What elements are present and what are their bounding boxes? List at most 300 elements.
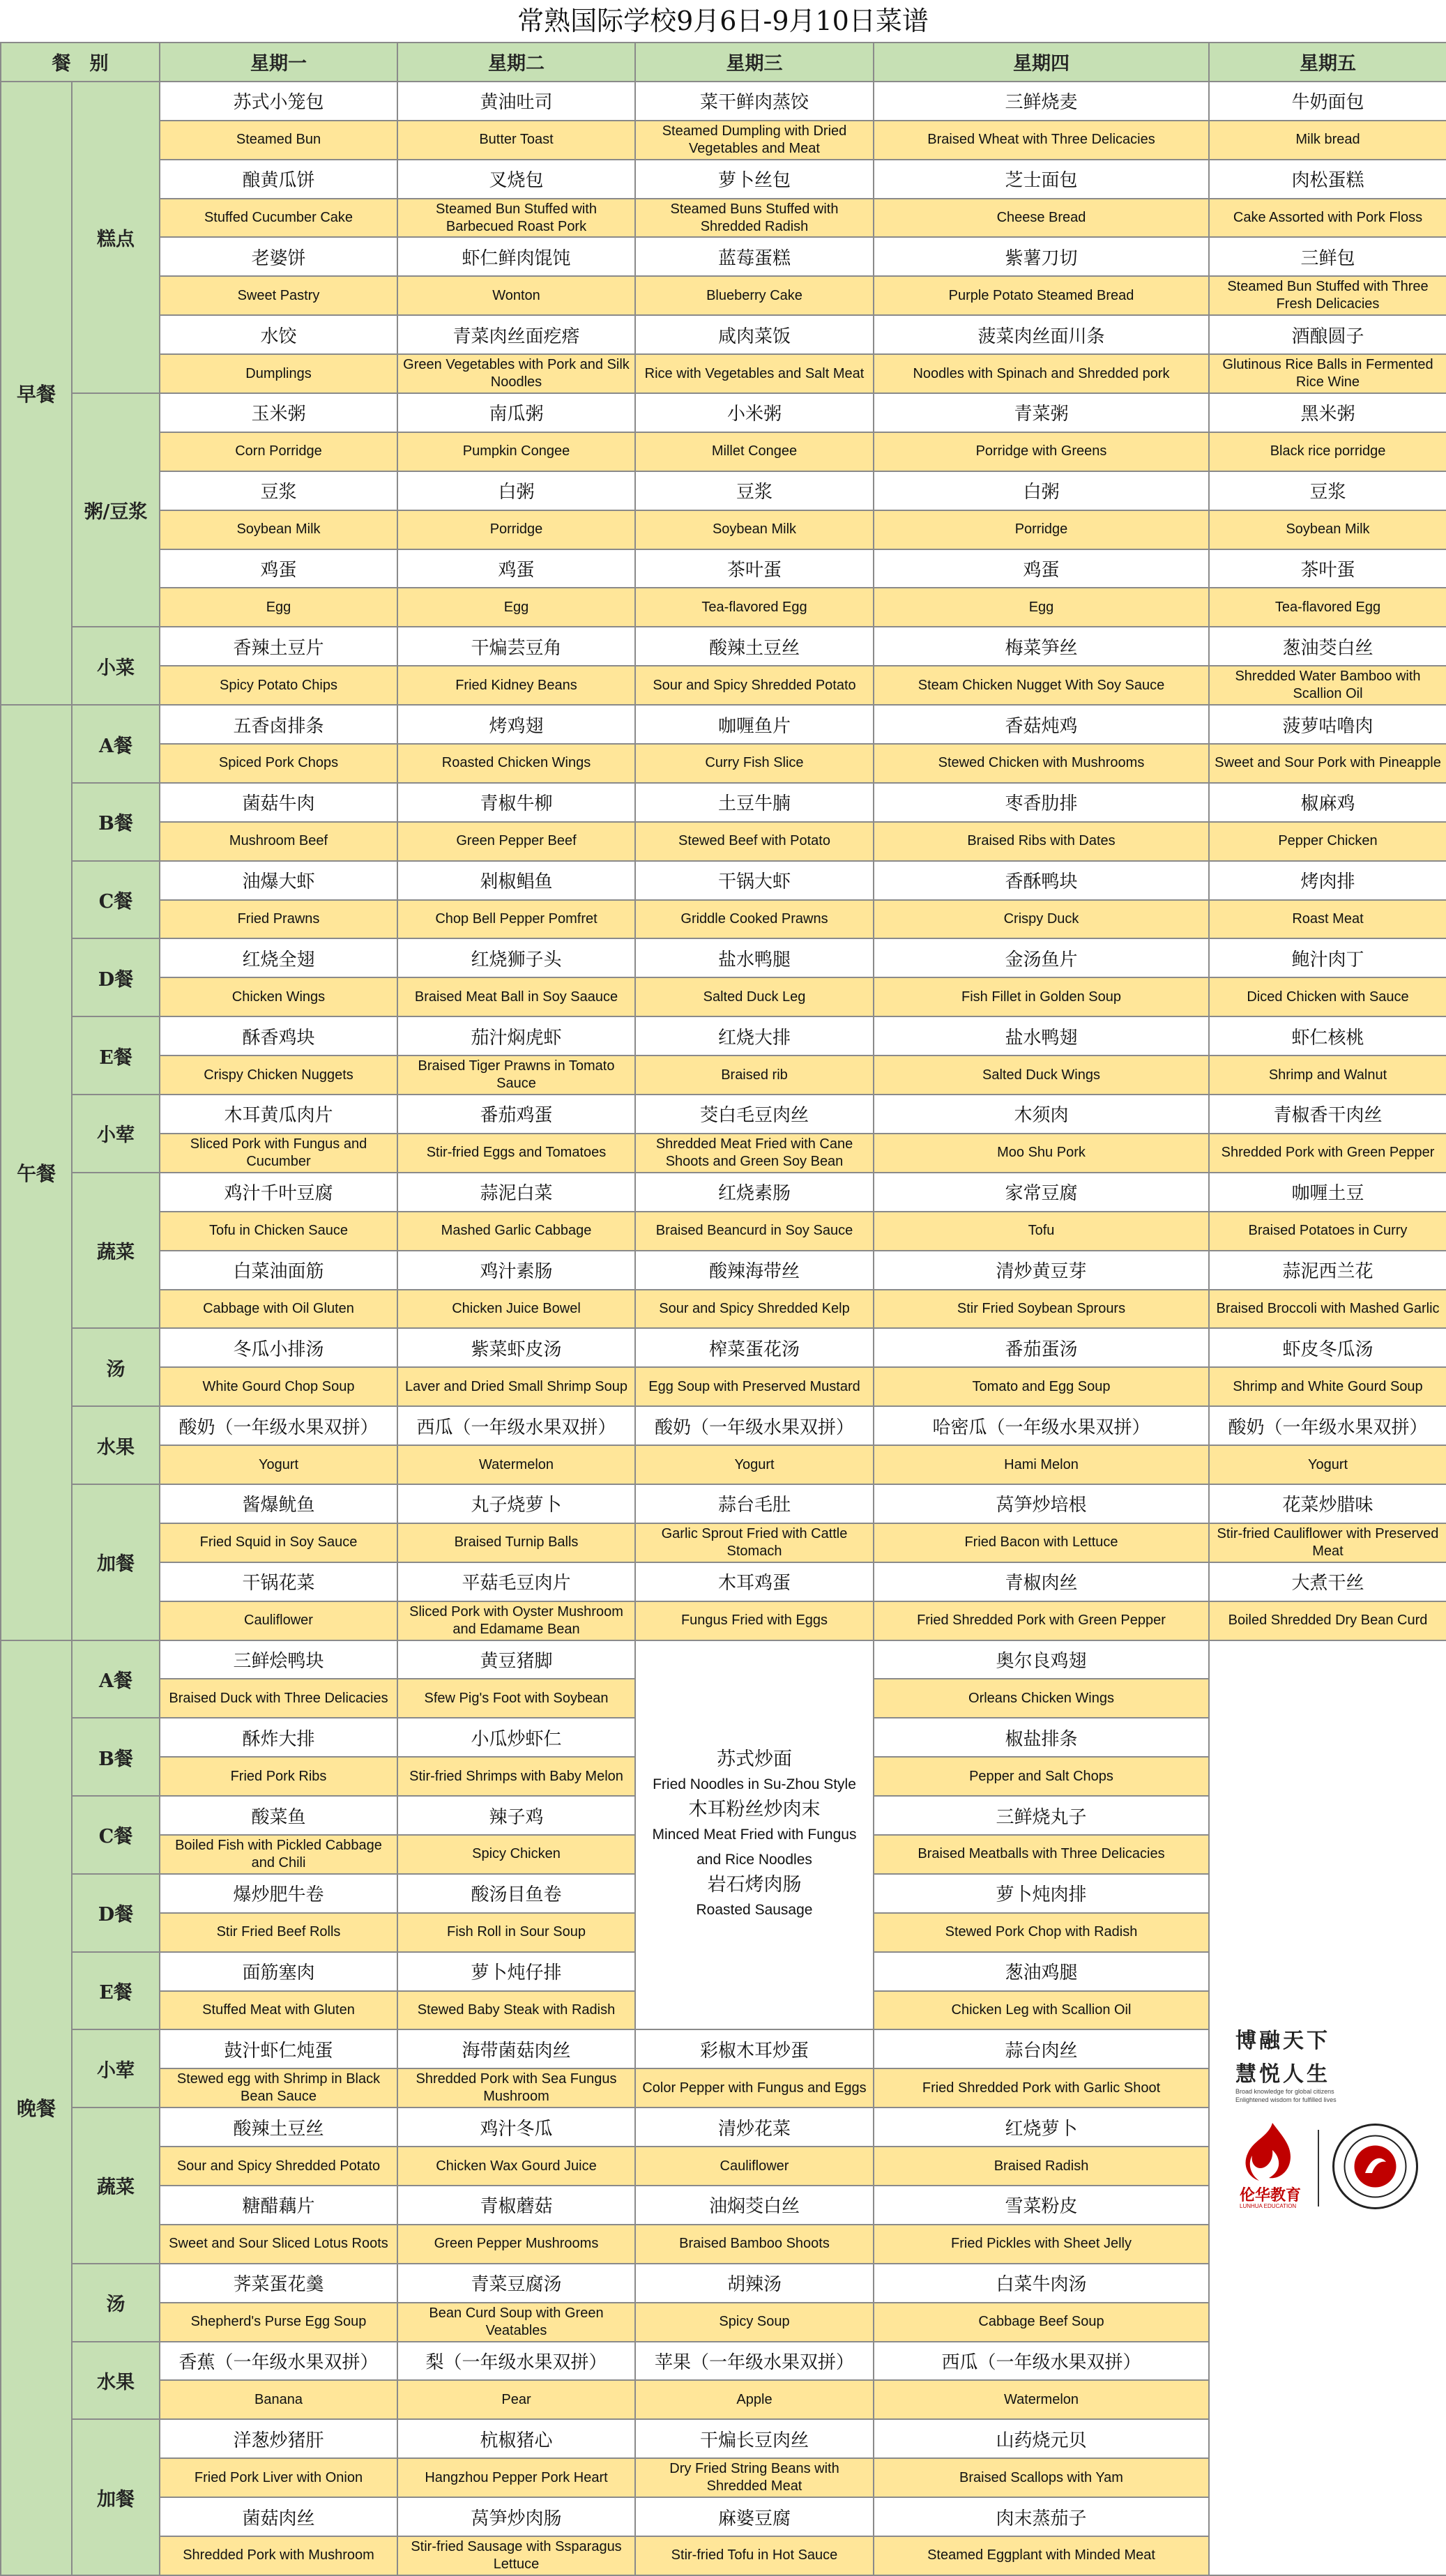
dish-name-en-tuesday: Pumpkin Congee xyxy=(397,432,635,471)
dish-name-cn-tuesday: 烤鸡翅 xyxy=(397,705,635,744)
dish-name-en-friday: Glutinous Rice Balls in Fermented Rice Wine xyxy=(1209,354,1446,393)
dish-name-cn-thursday: 木须肉 xyxy=(874,1095,1209,1134)
dish-name-en-friday: Yogurt xyxy=(1209,1445,1446,1484)
dish-name-cn-wednesday: 土豆牛腩 xyxy=(635,783,874,822)
dish-name-en-tuesday: Sliced Pork with Oyster Mushroom and Edamame Bean xyxy=(397,1601,635,1640)
category-label: C餐 xyxy=(72,1796,160,1874)
dish-name-en-monday: Sweet Pastry xyxy=(160,276,397,315)
menu-row xyxy=(1,666,1446,705)
meal-label-dinner: 晚餐 xyxy=(1,1640,72,2575)
dish-name-cn-tuesday: 黄豆猪脚 xyxy=(397,1640,635,1679)
dish-name-cn-tuesday: 南瓜粥 xyxy=(397,393,635,432)
dish-name-en-tuesday: Steamed Bun Stuffed with Barbecued Roast Pork xyxy=(397,199,635,238)
dish-name-cn-thursday: 芝士面包 xyxy=(874,160,1209,199)
dish-name-cn-monday: 白菜油面筋 xyxy=(160,1251,397,1290)
dish-name-cn-thursday: 青菜粥 xyxy=(874,393,1209,432)
dish-name-en-wednesday: Garlic Sprout Fried with Cattle Stomach xyxy=(635,1523,874,1562)
dish-name-cn-tuesday: 酸汤目鱼卷 xyxy=(397,1874,635,1913)
dish-name-en-wednesday: Braised Bamboo Shoots xyxy=(635,2225,874,2264)
dish-name-cn-thursday: 红烧萝卜 xyxy=(874,2108,1209,2147)
school-seal-icon xyxy=(1332,2123,1419,2210)
dish-name-cn-friday: 椒麻鸡 xyxy=(1209,783,1446,822)
dish-name-en-monday: Sweet and Sour Sliced Lotus Roots xyxy=(160,2225,397,2264)
dish-name-en-monday: Stir Fried Beef Rolls xyxy=(160,1913,397,1952)
dish-name-cn-monday: 酸奶（一年级水果双拼） xyxy=(160,1406,397,1445)
dish-name-cn-monday: 洋葱炒猪肝 xyxy=(160,2419,397,2458)
dish-name-en-monday: Cauliflower xyxy=(160,1601,397,1640)
dish-name-cn-tuesday: 干煸芸豆角 xyxy=(397,627,635,666)
dish-name-en-thursday: Noodles with Spinach and Shredded pork xyxy=(874,354,1209,393)
dish-name-en-thursday: Stir Fried Soybean Sprours xyxy=(874,1290,1209,1329)
category-label: 水果 xyxy=(72,2342,160,2420)
dish-name-en-tuesday: Watermelon xyxy=(397,1445,635,1484)
dish-name-en-thursday: Pepper and Salt Chops xyxy=(874,1757,1209,1796)
dish-name-cn-wednesday: 麻婆豆腐 xyxy=(635,2497,874,2536)
dish-name-en-tuesday: Shredded Pork with Sea Fungus Mushroom xyxy=(397,2068,635,2108)
dish-name-cn-tuesday: 小瓜炒虾仁 xyxy=(397,1718,635,1757)
dish-name-cn-thursday: 紫薯刀切 xyxy=(874,237,1209,276)
dish-name-en-thursday: Porridge with Greens xyxy=(874,432,1209,471)
menu-row xyxy=(1,315,1446,354)
dish-name-cn-wednesday: 干锅大虾 xyxy=(635,861,874,900)
dish-name-cn-monday: 香辣土豆片 xyxy=(160,627,397,666)
dish-name-en-friday: Shredded Pork with Green Pepper xyxy=(1209,1134,1446,1173)
dish-name-cn-wednesday: 咖喱鱼片 xyxy=(635,705,874,744)
dish-name-en-tuesday: Stir-fried Shrimps with Baby Melon xyxy=(397,1757,635,1796)
menu-row xyxy=(1,1173,1446,1212)
dish-name-cn-monday: 木耳黄瓜肉片 xyxy=(160,1095,397,1134)
category-label: A餐 xyxy=(72,1640,160,1718)
dish-name-en-monday: Mushroom Beef xyxy=(160,822,397,861)
dish-name-cn-wednesday: 蒜台毛肚 xyxy=(635,1484,874,1523)
dish-name-en-friday: Black rice porridge xyxy=(1209,432,1446,471)
dish-name-cn-thursday: 椒盐排条 xyxy=(874,1718,1209,1757)
dish-name-en-thursday: Stewed Pork Chop with Radish xyxy=(874,1913,1209,1952)
dish-name-en-wednesday: Yogurt xyxy=(635,1445,874,1484)
dish-name-en-wednesday: Apple xyxy=(635,2380,874,2419)
menu-row xyxy=(1,432,1446,471)
dish-name-en-tuesday: Stir-fried Eggs and Tomatoes xyxy=(397,1134,635,1173)
dish-name-en-thursday: Braised Meatballs with Three Delicacies xyxy=(874,1835,1209,1874)
dish-name-en-wednesday: Steamed Buns Stuffed with Shredded Radish xyxy=(635,199,874,238)
dish-name-cn-thursday: 清炒黄豆芽 xyxy=(874,1251,1209,1290)
dish-name-cn-friday: 酸奶（一年级水果双拼） xyxy=(1209,1406,1446,1445)
dish-name-en-monday: Shredded Pork with Mushroom xyxy=(160,2536,397,2575)
dish-name-en-tuesday: Spicy Chicken xyxy=(397,1835,635,1874)
dish-name-cn-thursday: 家常豆腐 xyxy=(874,1173,1209,1212)
dish-name-en-tuesday: Braised Turnip Balls xyxy=(397,1523,635,1562)
dish-name-cn-monday: 酱爆鱿鱼 xyxy=(160,1484,397,1523)
dish-name-en-thursday: Fried Pickles with Sheet Jelly xyxy=(874,2225,1209,2264)
dish-name-en-tuesday: Chop Bell Pepper Pomfret xyxy=(397,900,635,939)
motto-english-1: Broad knowledge for global citizens xyxy=(1235,2088,1334,2095)
dish-name-en-thursday: Porridge xyxy=(874,510,1209,549)
category-label: 加餐 xyxy=(72,1484,160,1640)
dish-name-cn-friday: 葱油茭白丝 xyxy=(1209,627,1446,666)
dish-name-en-tuesday: Braised Tiger Prawns in Tomato Sauce xyxy=(397,1055,635,1095)
dish-name-cn-thursday: 菠菜肉丝面川条 xyxy=(874,315,1209,354)
dish-name-en-friday: Cake Assorted with Pork Floss xyxy=(1209,199,1446,238)
dish-name-cn-wednesday: 榨菜蛋花汤 xyxy=(635,1328,874,1367)
dish-name-cn-wednesday: 红烧大排 xyxy=(635,1016,874,1055)
dish-name-en-thursday: Stewed Chicken with Mushrooms xyxy=(874,744,1209,783)
dish-name-en-monday: White Gourd Chop Soup xyxy=(160,1367,397,1406)
dish-name-cn-tuesday: 莴笋炒肉肠 xyxy=(397,2497,635,2536)
category-label: D餐 xyxy=(72,1874,160,1952)
dish-name-cn-thursday: 白菜牛肉汤 xyxy=(874,2264,1209,2303)
dish-name-en-monday: Fried Prawns xyxy=(160,900,397,939)
dish-name-cn-monday: 荠菜蛋花羹 xyxy=(160,2264,397,2303)
dish-name-cn-wednesday: 木耳粉丝炒肉末 xyxy=(688,1798,821,1820)
dish-name-en-thursday: Tofu xyxy=(874,1212,1209,1251)
category-label: 糕点 xyxy=(72,82,160,393)
dish-name-en-friday: Sweet and Sour Pork with Pineapple xyxy=(1209,744,1446,783)
menu-row xyxy=(1,549,1446,588)
dish-name-cn-monday: 红烧全翅 xyxy=(160,938,397,977)
dish-name-cn-wednesday: 干煸长豆肉丝 xyxy=(635,2419,874,2458)
menu-row xyxy=(1,1367,1446,1406)
menu-row xyxy=(1,1290,1446,1329)
dish-name-en-wednesday: Braised rib xyxy=(635,1055,874,1095)
dish-name-en-monday: Stuffed Meat with Gluten xyxy=(160,1991,397,2030)
dish-name-cn-tuesday: 鸡汁冬瓜 xyxy=(397,2108,635,2147)
dish-name-cn-monday: 干锅花菜 xyxy=(160,1562,397,1601)
category-label: 水果 xyxy=(72,1406,160,1484)
dish-name-cn-monday: 酿黄瓜饼 xyxy=(160,160,397,199)
dish-name-en-wednesday: Stir-fried Tofu in Hot Sauce xyxy=(635,2536,874,2575)
dish-name-en-friday: Diced Chicken with Sauce xyxy=(1209,977,1446,1016)
category-label: D餐 xyxy=(72,938,160,1016)
dish-name-en-monday: Yogurt xyxy=(160,1445,397,1484)
dish-name-cn-thursday: 雪菜粉皮 xyxy=(874,2186,1209,2225)
dish-name-cn-monday: 老婆饼 xyxy=(160,237,397,276)
dish-name-en-tuesday: Egg xyxy=(397,588,635,627)
dish-name-en-tuesday: Stir-fried Sausage with Ssparagus Lettuce xyxy=(397,2536,635,2575)
dish-name-en-wednesday: Braised Beancurd in Soy Sauce xyxy=(635,1212,874,1251)
menu-row xyxy=(1,1016,1446,1055)
category-label: B餐 xyxy=(72,1718,160,1796)
dish-name-cn-monday: 糖醋藕片 xyxy=(160,2186,397,2225)
dish-name-en-monday: Sliced Pork with Fungus and Cucumber xyxy=(160,1134,397,1173)
dish-name-en-wednesday: Salted Duck Leg xyxy=(635,977,874,1016)
dish-name-cn-friday: 青椒香干肉丝 xyxy=(1209,1095,1446,1134)
dish-name-cn-tuesday: 平菇毛豆肉片 xyxy=(397,1562,635,1601)
dish-name-en-tuesday: Hangzhou Pepper Pork Heart xyxy=(397,2458,635,2497)
dish-name-en-thursday: Braised Radish xyxy=(874,2147,1209,2186)
menu-row xyxy=(1,121,1446,160)
day-header-monday: 星期一 xyxy=(160,43,397,82)
dish-name-cn-friday: 三鲜包 xyxy=(1209,237,1446,276)
dish-name-cn-tuesday: 番茄鸡蛋 xyxy=(397,1095,635,1134)
dish-name-en-thursday: Tomato and Egg Soup xyxy=(874,1367,1209,1406)
dish-name-en-thursday: Orleans Chicken Wings xyxy=(874,1679,1209,1718)
dish-name-cn-wednesday: 菜干鲜肉蒸饺 xyxy=(635,82,874,121)
dish-name-cn-tuesday: 红烧狮子头 xyxy=(397,938,635,977)
dish-name-en-monday: Braised Duck with Three Delicacies xyxy=(160,1679,397,1718)
dish-name-cn-wednesday: 小米粥 xyxy=(635,393,874,432)
dish-name-en-friday: Roast Meat xyxy=(1209,900,1446,939)
dish-name-en-tuesday: Roasted Chicken Wings xyxy=(397,744,635,783)
dish-name-cn-tuesday: 鸡汁素肠 xyxy=(397,1251,635,1290)
dish-name-en-tuesday: Bean Curd Soup with Green Veatables xyxy=(397,2303,635,2342)
dish-name-en-friday: Tea-flavored Egg xyxy=(1209,588,1446,627)
dish-name-cn-wednesday: 萝卜丝包 xyxy=(635,160,874,199)
menu-row xyxy=(1,510,1446,549)
dish-name-en-thursday: Cabbage Beef Soup xyxy=(874,2303,1209,2342)
dish-name-cn-thursday: 番茄蛋汤 xyxy=(874,1328,1209,1367)
dish-name-en-monday: Fried Pork Ribs xyxy=(160,1757,397,1796)
dish-name-en-wednesday: Fungus Fried with Eggs xyxy=(635,1601,874,1640)
dish-name-cn-tuesday: 叉烧包 xyxy=(397,160,635,199)
dish-name-cn-tuesday: 丸子烧萝卜 xyxy=(397,1484,635,1523)
dish-name-en-tuesday: Wonton xyxy=(397,276,635,315)
dish-name-en-friday: Soybean Milk xyxy=(1209,510,1446,549)
dish-name-en-monday: Cabbage with Oil Gluten xyxy=(160,1290,397,1329)
dish-name-cn-tuesday: 青菜肉丝面疙瘩 xyxy=(397,315,635,354)
category-label: 小荤 xyxy=(72,1095,160,1173)
dish-name-en-friday: Shrimp and Walnut xyxy=(1209,1055,1446,1095)
dish-name-en-monday: Sour and Spicy Shredded Potato xyxy=(160,2147,397,2186)
dish-name-cn-monday: 三鲜烩鸭块 xyxy=(160,1640,397,1679)
day-header-wednesday: 星期三 xyxy=(635,43,874,82)
dish-name-en-friday: Pepper Chicken xyxy=(1209,822,1446,861)
dish-name-cn-thursday: 葱油鸡腿 xyxy=(874,1952,1209,1991)
dish-name-cn-wednesday: 彩椒木耳炒蛋 xyxy=(635,2029,874,2068)
motto-line-1: 博融天下 xyxy=(1235,2029,1330,2053)
dish-name-cn-monday: 鼓汁虾仁炖蛋 xyxy=(160,2029,397,2068)
dish-name-en-friday: Braised Broccoli with Mashed Garlic xyxy=(1209,1290,1446,1329)
dish-name-cn-monday: 五香卤排条 xyxy=(160,705,397,744)
logo-divider xyxy=(1318,2130,1319,2207)
dish-name-en-tuesday: Porridge xyxy=(397,510,635,549)
menu-row xyxy=(1,627,1446,666)
dish-name-en-thursday: Fried Shredded Pork with Green Pepper xyxy=(874,1601,1209,1640)
dish-name-cn-tuesday: 梨（一年级水果双拼） xyxy=(397,2342,635,2381)
dish-name-cn-monday: 油爆大虾 xyxy=(160,861,397,900)
menu-row xyxy=(1,1523,1446,1562)
dish-name-en-wednesday: Cauliflower xyxy=(635,2147,874,2186)
menu-row xyxy=(1,1328,1446,1367)
menu-row xyxy=(1,1601,1446,1640)
menu-row xyxy=(1,354,1446,393)
menu-row xyxy=(1,744,1446,783)
dish-name-cn-friday: 牛奶面包 xyxy=(1209,82,1446,121)
dish-name-en-thursday: Braised Ribs with Dates xyxy=(874,822,1209,861)
dish-name-cn-friday: 蒜泥西兰花 xyxy=(1209,1251,1446,1290)
category-label: A餐 xyxy=(72,705,160,783)
dish-name-cn-monday: 苏式小笼包 xyxy=(160,82,397,121)
dish-name-cn-monday: 玉米粥 xyxy=(160,393,397,432)
dish-name-cn-thursday: 蒜台肉丝 xyxy=(874,2029,1209,2068)
dish-name-cn-tuesday: 白粥 xyxy=(397,471,635,510)
dish-name-cn-wednesday: 岩石烤肉肠 xyxy=(707,1873,802,1896)
dish-name-cn-monday: 酥香鸡块 xyxy=(160,1016,397,1055)
menu-row xyxy=(1,1640,1446,1679)
dish-name-en-wednesday: Spicy Soup xyxy=(635,2303,874,2342)
dish-name-cn-monday: 酸菜鱼 xyxy=(160,1796,397,1835)
category-label: E餐 xyxy=(72,1952,160,2030)
dish-name-en-monday: Shepherd's Purse Egg Soup xyxy=(160,2303,397,2342)
dish-name-en-wednesday: Color Pepper with Fungus and Eggs xyxy=(635,2068,874,2108)
brand-name: 伦华教育 xyxy=(1240,2186,1302,2204)
dish-name-en-wednesday: Griddle Cooked Prawns xyxy=(635,900,874,939)
dish-name-en-thursday: Braised Wheat with Three Delicacies xyxy=(874,121,1209,160)
dish-name-en-wednesday: Minced Meat Fried with Fungus and Rice Noodles xyxy=(652,1826,857,1868)
dish-name-en-wednesday: Millet Congee xyxy=(635,432,874,471)
dish-name-cn-thursday: 梅菜笋丝 xyxy=(874,627,1209,666)
menu-row xyxy=(1,276,1446,315)
header-row xyxy=(1,43,1446,82)
menu-row xyxy=(1,1095,1446,1134)
dish-name-cn-thursday: 盐水鸭翅 xyxy=(874,1016,1209,1055)
dish-name-cn-friday: 茶叶蛋 xyxy=(1209,549,1446,588)
dish-name-cn-friday: 豆浆 xyxy=(1209,471,1446,510)
dish-name-cn-wednesday: 红烧素肠 xyxy=(635,1173,874,1212)
dish-name-cn-monday: 菌菇肉丝 xyxy=(160,2497,397,2536)
motto-line-2: 慧悦人生 xyxy=(1235,2062,1330,2087)
dish-name-en-thursday: Steamed Eggplant with Minded Meat xyxy=(874,2536,1209,2575)
category-label: B餐 xyxy=(72,783,160,861)
dish-name-cn-tuesday: 青菜豆腐汤 xyxy=(397,2264,635,2303)
dish-name-en-thursday: Crispy Duck xyxy=(874,900,1209,939)
dish-name-cn-tuesday: 青椒蘑菇 xyxy=(397,2186,635,2225)
dish-name-cn-wednesday: 咸肉菜饭 xyxy=(635,315,874,354)
dish-name-en-tuesday: Chicken Wax Gourd Juice xyxy=(397,2147,635,2186)
menu-row xyxy=(1,160,1446,199)
dish-name-en-wednesday: Roasted Sausage xyxy=(696,1901,813,1918)
category-label: E餐 xyxy=(72,1016,160,1095)
dish-name-cn-tuesday: 萝卜炖仔排 xyxy=(397,1952,635,1991)
menu-row xyxy=(1,900,1446,939)
category-label: 小荤 xyxy=(72,2029,160,2108)
dish-name-en-friday: Stir-fried Cauliflower with Preserved Meat xyxy=(1209,1523,1446,1562)
dish-name-en-thursday: Moo Shu Pork xyxy=(874,1134,1209,1173)
dish-name-cn-thursday: 三鲜烧丸子 xyxy=(874,1796,1209,1835)
dish-name-cn-thursday: 枣香肋排 xyxy=(874,783,1209,822)
dish-name-cn-monday: 香蕉（一年级水果双拼） xyxy=(160,2342,397,2381)
meal-label-breakfast: 早餐 xyxy=(1,82,72,705)
dish-name-en-wednesday: Shredded Meat Fried with Cane Shoots and Green Soy Bean xyxy=(635,1134,874,1173)
dish-name-cn-monday: 酥炸大排 xyxy=(160,1718,397,1757)
dish-name-cn-thursday: 青椒肉丝 xyxy=(874,1562,1209,1601)
menu-row xyxy=(1,588,1446,627)
menu-row xyxy=(1,1562,1446,1601)
dish-name-cn-thursday: 香酥鸭块 xyxy=(874,861,1209,900)
category-label: 蔬菜 xyxy=(72,1173,160,1329)
dish-name-en-tuesday: Fried Kidney Beans xyxy=(397,666,635,705)
dish-name-cn-wednesday: 蓝莓蛋糕 xyxy=(635,237,874,276)
menu-row xyxy=(1,199,1446,238)
dish-name-en-tuesday: Sfew Pig's Foot with Soybean xyxy=(397,1679,635,1718)
dish-name-cn-friday: 大煮干丝 xyxy=(1209,1562,1446,1601)
dish-name-en-tuesday: Butter Toast xyxy=(397,121,635,160)
dish-name-en-wednesday: Stewed Beef with Potato xyxy=(635,822,874,861)
menu-row xyxy=(1,1134,1446,1173)
dish-name-en-monday: Steamed Bun xyxy=(160,121,397,160)
dish-name-en-monday: Soybean Milk xyxy=(160,510,397,549)
dish-name-en-wednesday: Tea-flavored Egg xyxy=(635,588,874,627)
dish-name-en-monday: Crispy Chicken Nuggets xyxy=(160,1055,397,1095)
dish-name-en-friday: Shrimp and White Gourd Soup xyxy=(1209,1367,1446,1406)
dish-name-cn-tuesday: 蒜泥白菜 xyxy=(397,1173,635,1212)
dish-name-cn-wednesday: 油焖茭白丝 xyxy=(635,2186,874,2225)
dish-name-en-wednesday: Blueberry Cake xyxy=(635,276,874,315)
dish-name-en-monday: Boiled Fish with Pickled Cabbage and Chili xyxy=(160,1835,397,1874)
dish-name-cn-thursday: 香菇炖鸡 xyxy=(874,705,1209,744)
day-header-friday: 星期五 xyxy=(1209,43,1446,82)
category-label: 汤 xyxy=(72,1328,160,1406)
dish-name-en-wednesday: Sour and Spicy Shredded Kelp xyxy=(635,1290,874,1329)
dish-name-en-monday: Fried Pork Liver with Onion xyxy=(160,2458,397,2497)
meal-label-lunch: 午餐 xyxy=(1,705,72,1640)
dish-name-en-thursday: Purple Potato Steamed Bread xyxy=(874,276,1209,315)
dish-name-cn-thursday: 山药烧元贝 xyxy=(874,2419,1209,2458)
dish-name-en-wednesday: Dry Fried String Beans with Shredded Meat xyxy=(635,2458,874,2497)
dish-name-cn-wednesday: 茭白毛豆肉丝 xyxy=(635,1095,874,1134)
dish-name-cn-wednesday: 酸奶（一年级水果双拼） xyxy=(635,1406,874,1445)
dish-name-cn-thursday: 三鲜烧麦 xyxy=(874,82,1209,121)
dish-name-en-friday: Steamed Bun Stuffed with Three Fresh Delicacies xyxy=(1209,276,1446,315)
dish-name-en-wednesday: Rice with Vegetables and Salt Meat xyxy=(635,354,874,393)
category-label: 粥/豆浆 xyxy=(72,393,160,627)
dish-name-cn-thursday: 金汤鱼片 xyxy=(874,938,1209,977)
dish-name-en-monday: Banana xyxy=(160,2380,397,2419)
dish-name-en-friday: Braised Potatoes in Curry xyxy=(1209,1212,1446,1251)
dish-name-en-thursday: Fried Shredded Pork with Garlic Shoot xyxy=(874,2068,1209,2108)
menu-row xyxy=(1,393,1446,432)
wednesday-dinner-special xyxy=(635,1640,874,2030)
dish-name-en-wednesday: Fried Noodles in Su-Zhou Style xyxy=(653,1776,856,1792)
dish-name-en-friday: Milk bread xyxy=(1209,121,1446,160)
dish-name-cn-tuesday: 杭椒猪心 xyxy=(397,2419,635,2458)
dish-name-en-tuesday: Laver and Dried Small Shrimp Soup xyxy=(397,1367,635,1406)
dish-name-cn-wednesday: 盐水鸭腿 xyxy=(635,938,874,977)
dish-name-cn-wednesday: 酸辣海带丝 xyxy=(635,1251,874,1290)
dish-name-en-wednesday: Egg Soup with Preserved Mustard xyxy=(635,1367,874,1406)
dish-name-en-wednesday: Sour and Spicy Shredded Potato xyxy=(635,666,874,705)
dish-name-cn-thursday: 西瓜（一年级水果双拼） xyxy=(874,2342,1209,2381)
dish-name-cn-tuesday: 鸡蛋 xyxy=(397,549,635,588)
dish-name-en-thursday: Fried Bacon with Lettuce xyxy=(874,1523,1209,1562)
dish-name-cn-friday: 咖喱土豆 xyxy=(1209,1173,1446,1212)
category-label: 小菜 xyxy=(72,627,160,705)
dish-name-en-thursday: Salted Duck Wings xyxy=(874,1055,1209,1095)
dish-name-en-thursday: Fish Fillet in Golden Soup xyxy=(874,977,1209,1016)
dish-name-cn-friday: 花菜炒腊味 xyxy=(1209,1484,1446,1523)
menu-row xyxy=(1,1406,1446,1445)
dish-name-cn-thursday: 莴笋炒培根 xyxy=(874,1484,1209,1523)
dish-name-cn-wednesday: 苹果（一年级水果双拼） xyxy=(635,2342,874,2381)
dish-name-en-wednesday: Steamed Dumpling with Dried Vegetables and Meat xyxy=(635,121,874,160)
dish-name-cn-thursday: 鸡蛋 xyxy=(874,549,1209,588)
dish-name-en-thursday: Braised Scallops with Yam xyxy=(874,2458,1209,2497)
dish-name-en-thursday: Watermelon xyxy=(874,2380,1209,2419)
dish-name-en-thursday: Cheese Bread xyxy=(874,199,1209,238)
menu-row xyxy=(1,1251,1446,1290)
dish-name-cn-wednesday: 清炒花菜 xyxy=(635,2108,874,2147)
menu-row xyxy=(1,783,1446,822)
dish-name-cn-thursday: 肉末蒸茄子 xyxy=(874,2497,1209,2536)
meal-type-header: 餐 别 xyxy=(1,43,160,82)
dish-name-cn-friday: 鲍汁肉丁 xyxy=(1209,938,1446,977)
dish-name-en-monday: Fried Squid in Soy Sauce xyxy=(160,1523,397,1562)
dish-name-cn-monday: 爆炒肥牛卷 xyxy=(160,1874,397,1913)
dish-name-en-tuesday: Stewed Baby Steak with Radish xyxy=(397,1991,635,2030)
day-header-tuesday: 星期二 xyxy=(397,43,635,82)
dish-name-cn-monday: 面筋塞肉 xyxy=(160,1952,397,1991)
dish-name-en-monday: Dumplings xyxy=(160,354,397,393)
dish-name-en-friday: Shredded Water Bamboo with Scallion Oil xyxy=(1209,666,1446,705)
